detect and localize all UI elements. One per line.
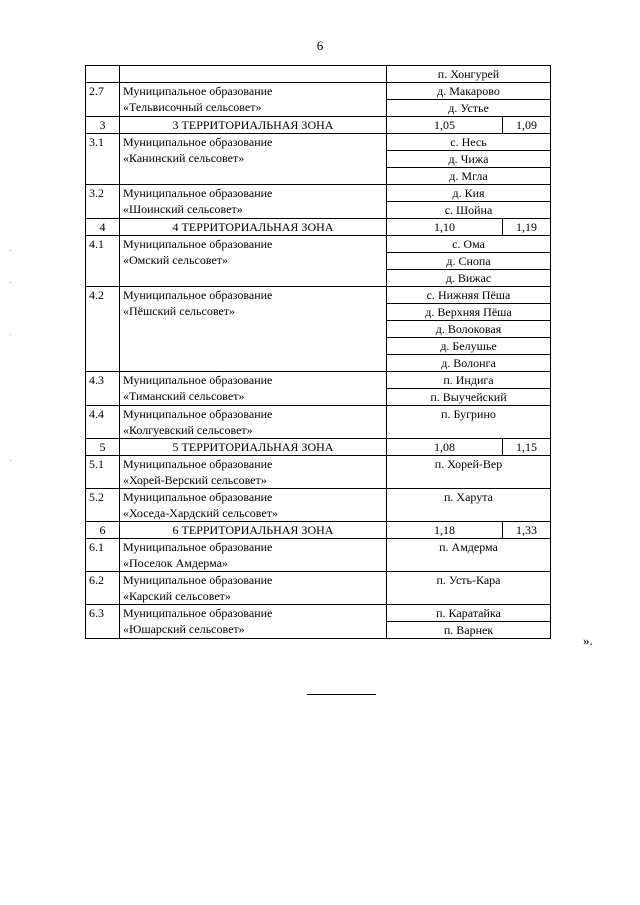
settlement-cell: д. Чижа xyxy=(387,151,551,168)
zone-number: 5 xyxy=(86,439,120,456)
municipality-label: Муниципальное образование xyxy=(123,237,273,251)
municipality-name: «Омский сельсовет» xyxy=(123,253,229,267)
municipality-label: Муниципальное образование xyxy=(123,540,273,554)
municipality-label: Муниципальное образование xyxy=(123,573,273,587)
settlement-cell: д. Мгла xyxy=(387,168,551,185)
zone-coefficient-min: 1,10 xyxy=(387,219,503,236)
municipality-cell xyxy=(120,456,387,489)
zone-row xyxy=(86,219,551,236)
table-row xyxy=(86,287,551,304)
zone-number: 3 xyxy=(86,117,120,134)
settlement-cell: п. Индига xyxy=(387,372,551,389)
municipality-cell xyxy=(120,185,387,219)
row-number-cell xyxy=(86,66,120,83)
municipality-name: «Карский сельсовет» xyxy=(123,589,231,603)
settlement-cell: п. Усть-Кара xyxy=(387,572,551,605)
zone-coefficient-max: 1,15 xyxy=(503,439,551,456)
scan-margin-mark xyxy=(10,250,11,251)
zone-title: 6 ТЕРРИТОРИАЛЬНАЯ ЗОНА xyxy=(120,522,387,539)
row-number-cell: 5.1 xyxy=(86,456,120,489)
settlement-cell: д. Волоковая xyxy=(387,321,551,338)
zone-row xyxy=(86,522,551,539)
zone-title: 5 ТЕРРИТОРИАЛЬНАЯ ЗОНА xyxy=(120,439,387,456)
settlement-cell: д. Волонга xyxy=(387,355,551,372)
municipality-label: Муниципальное образование xyxy=(123,288,273,302)
closing-quote: ». xyxy=(583,633,593,648)
municipality-label: Муниципальное образование xyxy=(123,135,273,149)
row-number-cell: 4.3 xyxy=(86,372,120,406)
municipality-cell xyxy=(120,372,387,406)
municipality-cell xyxy=(120,539,387,572)
settlement-cell: д. Белушье xyxy=(387,338,551,355)
municipality-name: «Тельвисочный сельсовет» xyxy=(123,100,262,114)
table-row xyxy=(86,66,551,83)
settlement-cell: с. Несь xyxy=(387,134,551,151)
zone-coefficient-min: 1,08 xyxy=(387,439,503,456)
settlement-cell: п. Амдерма xyxy=(387,539,551,572)
territorial-zones-table xyxy=(85,65,551,639)
table-body xyxy=(86,66,551,639)
row-number-cell: 4.4 xyxy=(86,406,120,439)
zone-coefficient-min: 1,05 xyxy=(387,117,503,134)
municipality-label: Муниципальное образование xyxy=(123,606,273,620)
row-number-cell: 6.2 xyxy=(86,572,120,605)
zone-row xyxy=(86,117,551,134)
settlement-cell: п. Варнек xyxy=(387,622,551,639)
municipality-cell xyxy=(120,605,387,639)
municipality-cell xyxy=(120,572,387,605)
municipality-label: Муниципальное образование xyxy=(123,457,273,471)
municipality-name: «Колгуевский сельсовет» xyxy=(123,423,253,437)
settlement-cell: с. Ома xyxy=(387,236,551,253)
municipality-name: «Хоседа-Хардский сельсовет» xyxy=(123,506,278,520)
settlement-cell: п. Выучейский xyxy=(387,389,551,406)
zone-number: 4 xyxy=(86,219,120,236)
settlement-cell: д. Кия xyxy=(387,185,551,202)
municipality-cell xyxy=(120,134,387,185)
zone-title: 3 ТЕРРИТОРИАЛЬНАЯ ЗОНА xyxy=(120,117,387,134)
settlement-cell: д. Верхняя Пёша xyxy=(387,304,551,321)
settlement-cell: с. Шойна xyxy=(387,202,551,219)
municipality-label: Муниципальное образование xyxy=(123,373,273,387)
table-row xyxy=(86,83,551,100)
scan-margin-mark xyxy=(10,334,11,335)
municipality-label: Муниципальное образование xyxy=(123,84,273,98)
settlement-cell: п. Хонгурей xyxy=(387,66,551,83)
municipality-label: Муниципальное образование xyxy=(123,407,273,421)
municipality-name: «Юшарский сельсовет» xyxy=(123,622,245,636)
municipality-name: «Пёшский сельсовет» xyxy=(123,304,235,318)
settlement-cell: д. Устье xyxy=(387,100,551,117)
settlement-cell: п. Хорей-Вер xyxy=(387,456,551,489)
zone-coefficient-max: 1,33 xyxy=(503,522,551,539)
zone-coefficient-min: 1,18 xyxy=(387,522,503,539)
zone-coefficient-max: 1,19 xyxy=(503,219,551,236)
settlement-cell: д. Вижас xyxy=(387,270,551,287)
settlement-cell: п. Бугрино xyxy=(387,406,551,439)
municipality-label: Муниципальное образование xyxy=(123,186,273,200)
municipality-cell xyxy=(120,287,387,372)
row-number-cell: 2.7 xyxy=(86,83,120,117)
row-number-cell: 4.2 xyxy=(86,287,120,372)
table-row xyxy=(86,134,551,151)
table-row xyxy=(86,236,551,253)
page-number: 6 xyxy=(316,38,324,53)
table-row xyxy=(86,605,551,622)
table-row xyxy=(86,185,551,202)
scan-margin-mark xyxy=(10,460,11,461)
zone-row xyxy=(86,439,551,456)
row-number-cell: 3.1 xyxy=(86,134,120,185)
zone-coefficient-max: 1,09 xyxy=(503,117,551,134)
municipality-name: «Хорей-Верский сельсовет» xyxy=(123,473,267,487)
row-number-cell: 6.1 xyxy=(86,539,120,572)
zone-title: 4 ТЕРРИТОРИАЛЬНАЯ ЗОНА xyxy=(120,219,387,236)
row-number-cell: 3.2 xyxy=(86,185,120,219)
municipality-cell xyxy=(120,406,387,439)
municipality-label: Муниципальное образование xyxy=(123,490,273,504)
zone-number: 6 xyxy=(86,522,120,539)
row-number-cell: 6.3 xyxy=(86,605,120,639)
settlement-cell: п. Каратайка xyxy=(387,605,551,622)
scan-margin-mark xyxy=(10,282,11,283)
municipality-cell xyxy=(120,83,387,117)
settlement-cell: д. Макарово xyxy=(387,83,551,100)
row-number-cell: 5.2 xyxy=(86,489,120,522)
municipality-name: «Поселок Амдерма» xyxy=(123,556,228,570)
municipality-name: «Шоинский сельсовет» xyxy=(123,202,243,216)
row-number-cell: 4.1 xyxy=(86,236,120,287)
end-separator-line xyxy=(307,694,376,695)
municipality-name: «Канинский сельсовет» xyxy=(123,151,245,165)
table-row xyxy=(86,372,551,389)
municipality-cell xyxy=(120,66,387,83)
settlement-cell: д. Снопа xyxy=(387,253,551,270)
municipality-cell xyxy=(120,489,387,522)
municipality-name: «Тиманский сельсовет» xyxy=(123,389,245,403)
municipality-cell xyxy=(120,236,387,287)
settlement-cell: с. Нижняя Пёша xyxy=(387,287,551,304)
settlement-cell: п. Харута xyxy=(387,489,551,522)
